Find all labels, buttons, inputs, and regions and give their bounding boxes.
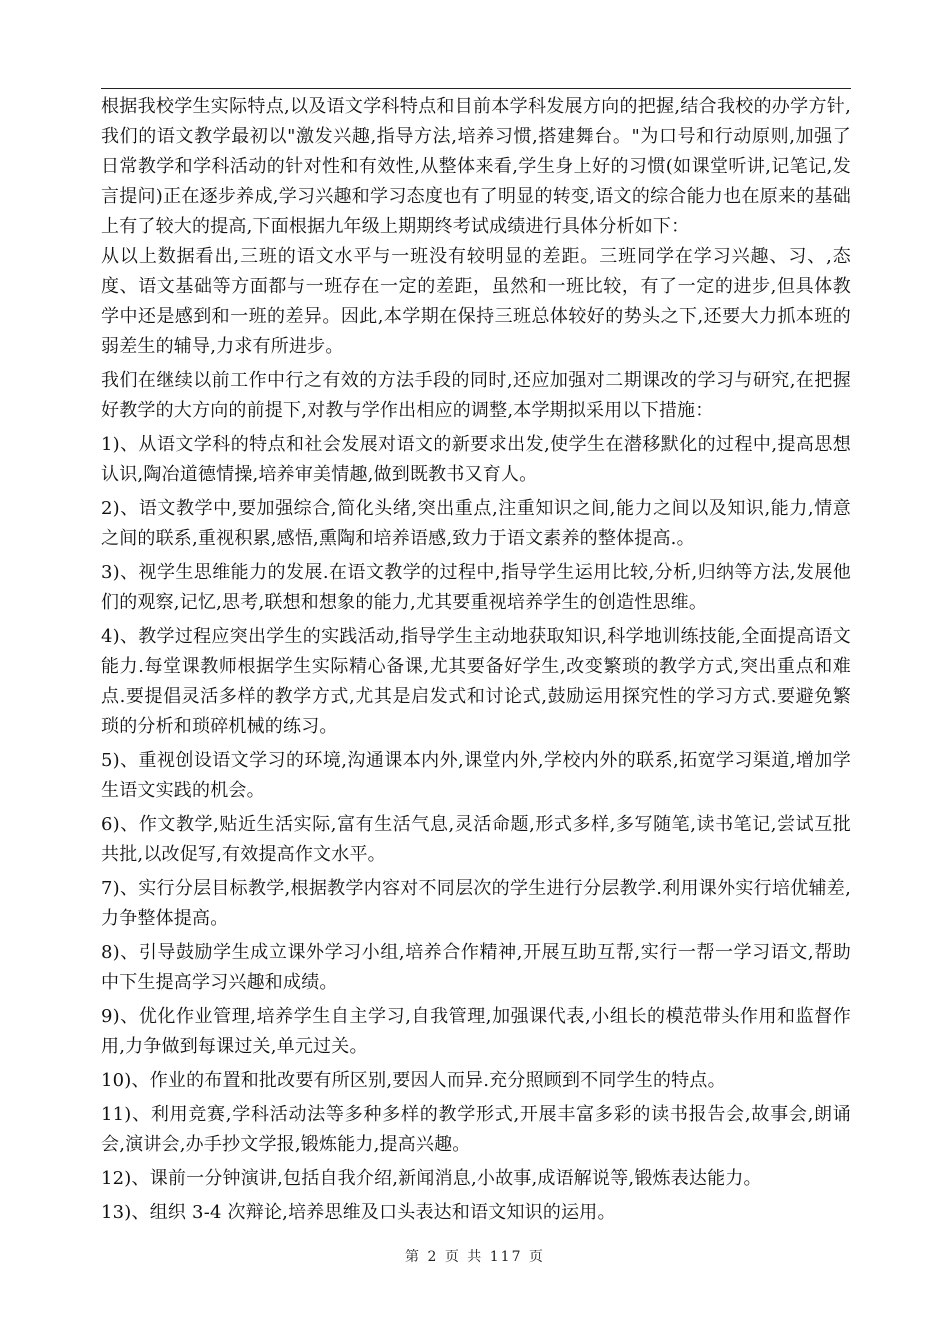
measure-item-1: 1)、从语文学科的特点和社会发展对语文的新要求出发,使学生在潜移默化的过程中,提高思想认识,陶冶道德情操,培养审美情趣,做到既教书又育人。: [101, 434, 851, 485]
measure-item-11: 11)、利用竞赛,学科活动法等多种多样的教学形式,开展丰富多彩的读书报告会,故事会,朗诵会,演讲会,办手抄文学报,锻炼能力,提高兴趣。: [101, 1104, 851, 1155]
measure-item-6: 6)、作文教学,贴近生活实际,富有生活气息,灵活命题,形式多样,多写随笔,读书笔记,尝试互批共批,以改促写,有效提高作文水平。: [101, 814, 851, 865]
measure-item-4: 4)、教学过程应突出学生的实践活动,指导学生主动地获取知识,科学地训练技能,全面提高语文能力.每堂课教师根据学生实际精心备课,尤其要备好学生,改变繁琐的教学方式,突出重点和难点.要提倡灵活多样的教学方式,尤其是启发式和讨论式,鼓励运用探究性的学习方式.要避免繁琐的分析和琐碎机械的练习。: [101, 626, 851, 737]
paragraph-intro: 根据我校学生实际特点,以及语文学科特点和目前本学科发展方向的把握,结合我校的办学方针,我们的语文教学最初以"激发兴趣,指导方法,培养习惯,搭建舞台。"为口号和行动原则,加强了日常教学和学科活动的针对性和有效性,从整体来看,学生身上好的习惯(如课堂听讲,记笔记,发言提问)正在逐步养成,学习兴趣和学习态度也有了明显的转变,语文的综合能力也在原来的基础上有了较大的提高,下面根据九年级上期期终考试成绩进行具体分析如下：: [101, 96, 851, 237]
paragraph-measures-intro: 我们在继续以前工作中行之有效的方法手段的同时,还应加强对二期课改的学习与研究,在把握好教学的大方向的前提下,对教与学作出相应的调整,本学期拟采用以下措施：: [101, 370, 851, 421]
paragraph-analysis: 从以上数据看出,三班的语文水平与一班没有较明显的差距。三班同学在学习兴趣、习、,态度、语文基础等方面都与一班存在一定的差距，虽然和一班比较，有了一定的进步,但具体教学中还是感到和一班的差异。因此,本学期在保持三班总体较好的势头之下,还要大力抓本班的弱差生的辅导,力求有所进步。: [101, 246, 851, 357]
document-body: [101, 92, 851, 1232]
measure-item-5: 5)、重视创设语文学习的环境,沟通课本内外,课堂内外,学校内外的联系,拓宽学习渠道,增加学生语文实践的机会。: [101, 750, 851, 801]
measure-item-2: 2)、语文教学中,要加强综合,简化头绪,突出重点,注重知识之间,能力之间以及知识,能力,情意之间的联系,重视积累,感悟,熏陶和培养语感,致力于语文素养的整体提高.。: [101, 498, 851, 549]
measure-item-9: 9)、优化作业管理,培养学生自主学习,自我管理,加强课代表,小组长的模范带头作用和监督作用,力争做到每课过关,单元过关。: [101, 1006, 851, 1057]
header-rule: [101, 88, 851, 89]
measure-item-10: 10)、作业的布置和批改要有所区别,要因人而异.充分照顾到不同学生的特点。: [101, 1070, 726, 1091]
measure-item-7: 7)、实行分层目标教学,根据教学内容对不同层次的学生进行分层教学.利用课外实行培优辅差,力争整体提高。: [101, 878, 851, 929]
measure-item-12: 12)、课前一分钟演讲,包括自我介绍,新闻消息,小故事,成语解说等,锻炼表达能力。: [101, 1168, 762, 1189]
measure-item-8: 8)、引导鼓励学生成立课外学习小组,培养合作精神,开展互助互帮,实行一帮一学习语文,帮助中下生提高学习兴趣和成绩。: [101, 942, 851, 993]
measure-item-3: 3)、视学生思维能力的发展.在语文教学的过程中,指导学生运用比较,分析,归纳等方法,发展他们的观察,记忆,思考,联想和想象的能力,尤其要重视培养学生的创造性思维。: [101, 562, 851, 613]
page-number-footer: 第 2 页 共 117 页: [405, 1249, 545, 1265]
measure-item-13: 13)、组织 3-4 次辩论,培养思维及口头表达和语文知识的运用。: [101, 1202, 616, 1223]
